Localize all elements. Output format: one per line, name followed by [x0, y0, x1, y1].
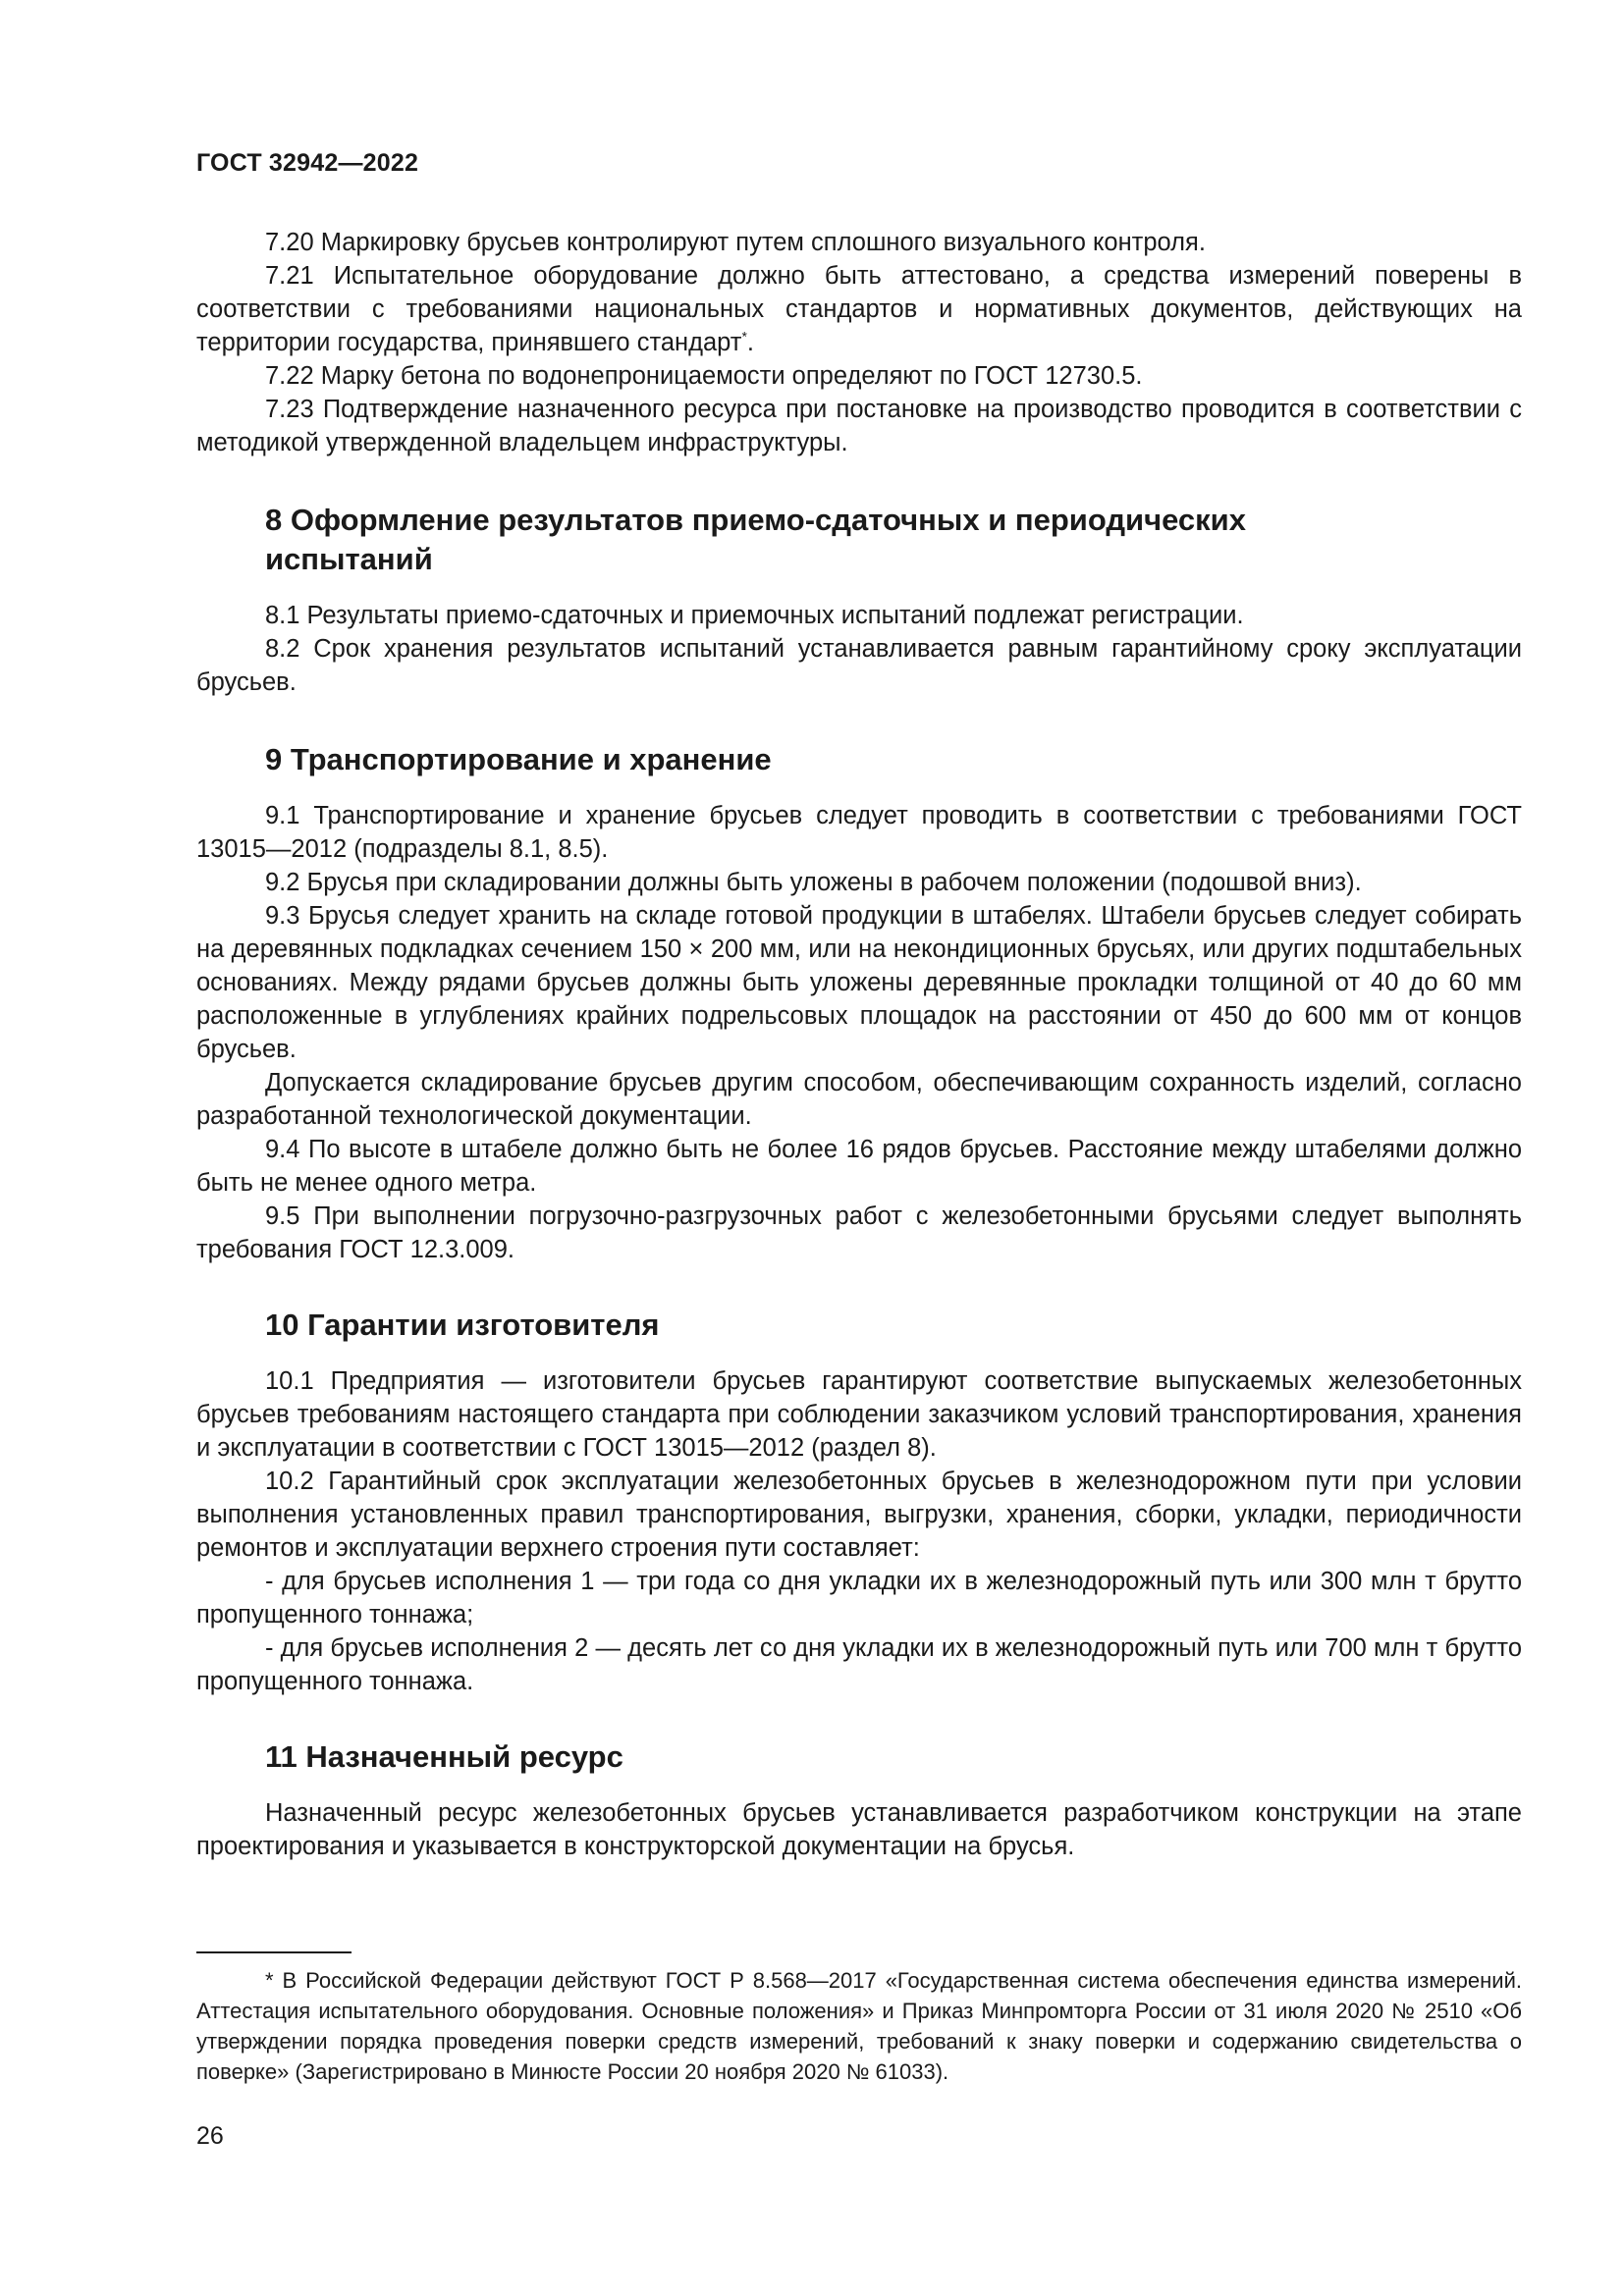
footnote-reference-mark[interactable]: * — [741, 328, 747, 345]
section-8 — [196, 501, 1522, 699]
paragraph-9-2: 9.2 Брусья при складировании должны быть уложены в рабочем положении (подошвой вниз). — [265, 869, 1362, 896]
section-9-heading: 9 Транспортирование и хранение — [265, 742, 772, 776]
document-page — [196, 0, 1522, 2296]
paragraph-7-20: 7.20 Маркировку брусьев контролируют путем сплошного визуального контроля. — [265, 229, 1206, 256]
section-8-heading-line2: испытаний — [265, 542, 433, 576]
paragraph-9-4: 9.4 По высоте в штабеле должно быть не более 16 рядов брусьев. Расстояние между штабелями должно быть не менее одного метра. — [196, 1136, 1522, 1197]
paragraph-7-23: 7.23 Подтверждение назначенного ресурса при постановке на производство проводится в соответствии с методикой утвержденной владельцем инфраструктуры. — [196, 396, 1522, 456]
section-11 — [196, 1737, 1522, 1863]
section-10 — [196, 1306, 1522, 1698]
paragraph-7-21-text: 7.21 Испытательное оборудование должно быть аттестовано, а средства измерений поверены в соответствии с требованиями национальных стандартов и нормативных документов, действующих на территории государства, принявшего стандарт — [196, 262, 1522, 356]
list-item-execution-2: - для брусьев исполнения 2 — десять лет со дня укладки их в железнодорожный путь или 700 млн т брутто пропущенного тоннажа. — [196, 1634, 1522, 1695]
paragraph-9-3: 9.3 Брусья следует хранить на складе готовой продукции в штабелях. Штабели брусьев следует собирать на деревянных подкладках сечением 150 × 200 мм, или на некондиционных брусьях, или других подштабельных основаниях. Между рядами брусьев должны быть уложены деревянные прокладки толщиной от 40 до 60 мм расположенные в углублениях крайних подрельсовых площадок на расстоянии от 450 до 600 мм от концов брусьев. — [196, 902, 1522, 1063]
paragraph-7-21 — [196, 259, 1522, 359]
section-10-heading: 10 Гарантии изготовителя — [265, 1308, 660, 1342]
paragraph-7-22: 7.22 Марку бетона по водонепроницаемости определяют по ГОСТ 12730.5. — [265, 362, 1143, 390]
paragraph-9-3-addendum: Допускается складирование брусьев другим способом, обеспечивающим сохранность изделий, согласно разработанной технологической документации. — [196, 1069, 1522, 1130]
section-11-heading: 11 Назначенный ресурс — [265, 1739, 623, 1774]
paragraph-9-5: 9.5 При выполнении погрузочно-разгрузочных работ с железобетонными брусьями следует выполнять требования ГОСТ 12.3.009. — [196, 1202, 1522, 1263]
page-number: 26 — [196, 2122, 224, 2150]
paragraph-11: Назначенный ресурс железобетонных брусьев устанавливается разработчиком конструкции на этапе проектирования и указывается в конструкторской документации на брусья. — [196, 1799, 1522, 1860]
paragraph-10-2: 10.2 Гарантийный срок эксплуатации железобетонных брусьев в железнодорожном пути при условии выполнения установленных правил транспортирования, выгрузки, хранения, сборки, укладки, периодичности ремонтов и эксплуатации верхнего строения пути составляет: — [196, 1468, 1522, 1562]
paragraph-10-1: 10.1 Предприятия — изготовители брусьев гарантируют соответствие выпускаемых железобетонных брусьев требованиям настоящего стандарта при соблюдении заказчиком условий транспортирования, хранения и эксплуатации в соответствии с ГОСТ 13015—2012 (раздел 8). — [196, 1367, 1522, 1462]
document-code-header: ГОСТ 32942—2022 — [196, 149, 419, 177]
paragraph-9-1: 9.1 Транспортирование и хранение брусьев следует проводить в соответствии с требованиями ГОСТ 13015—2012 (подразделы 8.1, 8.5). — [196, 802, 1522, 863]
paragraph-7-21-end: . — [746, 329, 755, 356]
paragraph-8-2: 8.2 Срок хранения результатов испытаний устанавливается равным гарантийному сроку эксплуатации брусьев. — [196, 635, 1522, 696]
list-item-execution-1: - для брусьев исполнения 1 — три года со дня укладки их в железнодорожный путь или 300 млн т брутто пропущенного тоннажа; — [196, 1568, 1522, 1629]
footnote-text: * В Российской Федерации действуют ГОСТ Р 8.568—2017 «Государственная система обеспечения единства измерений. Аттестация испытательного оборудования. Основные положения» и Приказ Минпромторга России от 31 июля 2020 № 2510 «Об утверждении порядка проведения поверки средств измерений, требований к знаку поверки и содержанию свидетельства о поверке» (Зарегистрировано в Минюсте России 20 ноября 2020 № 61033). — [196, 1968, 1522, 2084]
section-7-continuation — [196, 226, 1522, 459]
section-9 — [196, 740, 1522, 1266]
paragraph-8-1: 8.1 Результаты приемо-сдаточных и приемочных испытаний подлежат регистрации. — [265, 602, 1244, 629]
section-8-heading-line1: 8 Оформление результатов приемо-сдаточных и периодических — [265, 503, 1246, 537]
footnote-divider — [196, 1951, 352, 1953]
section-8-heading — [196, 501, 1522, 579]
